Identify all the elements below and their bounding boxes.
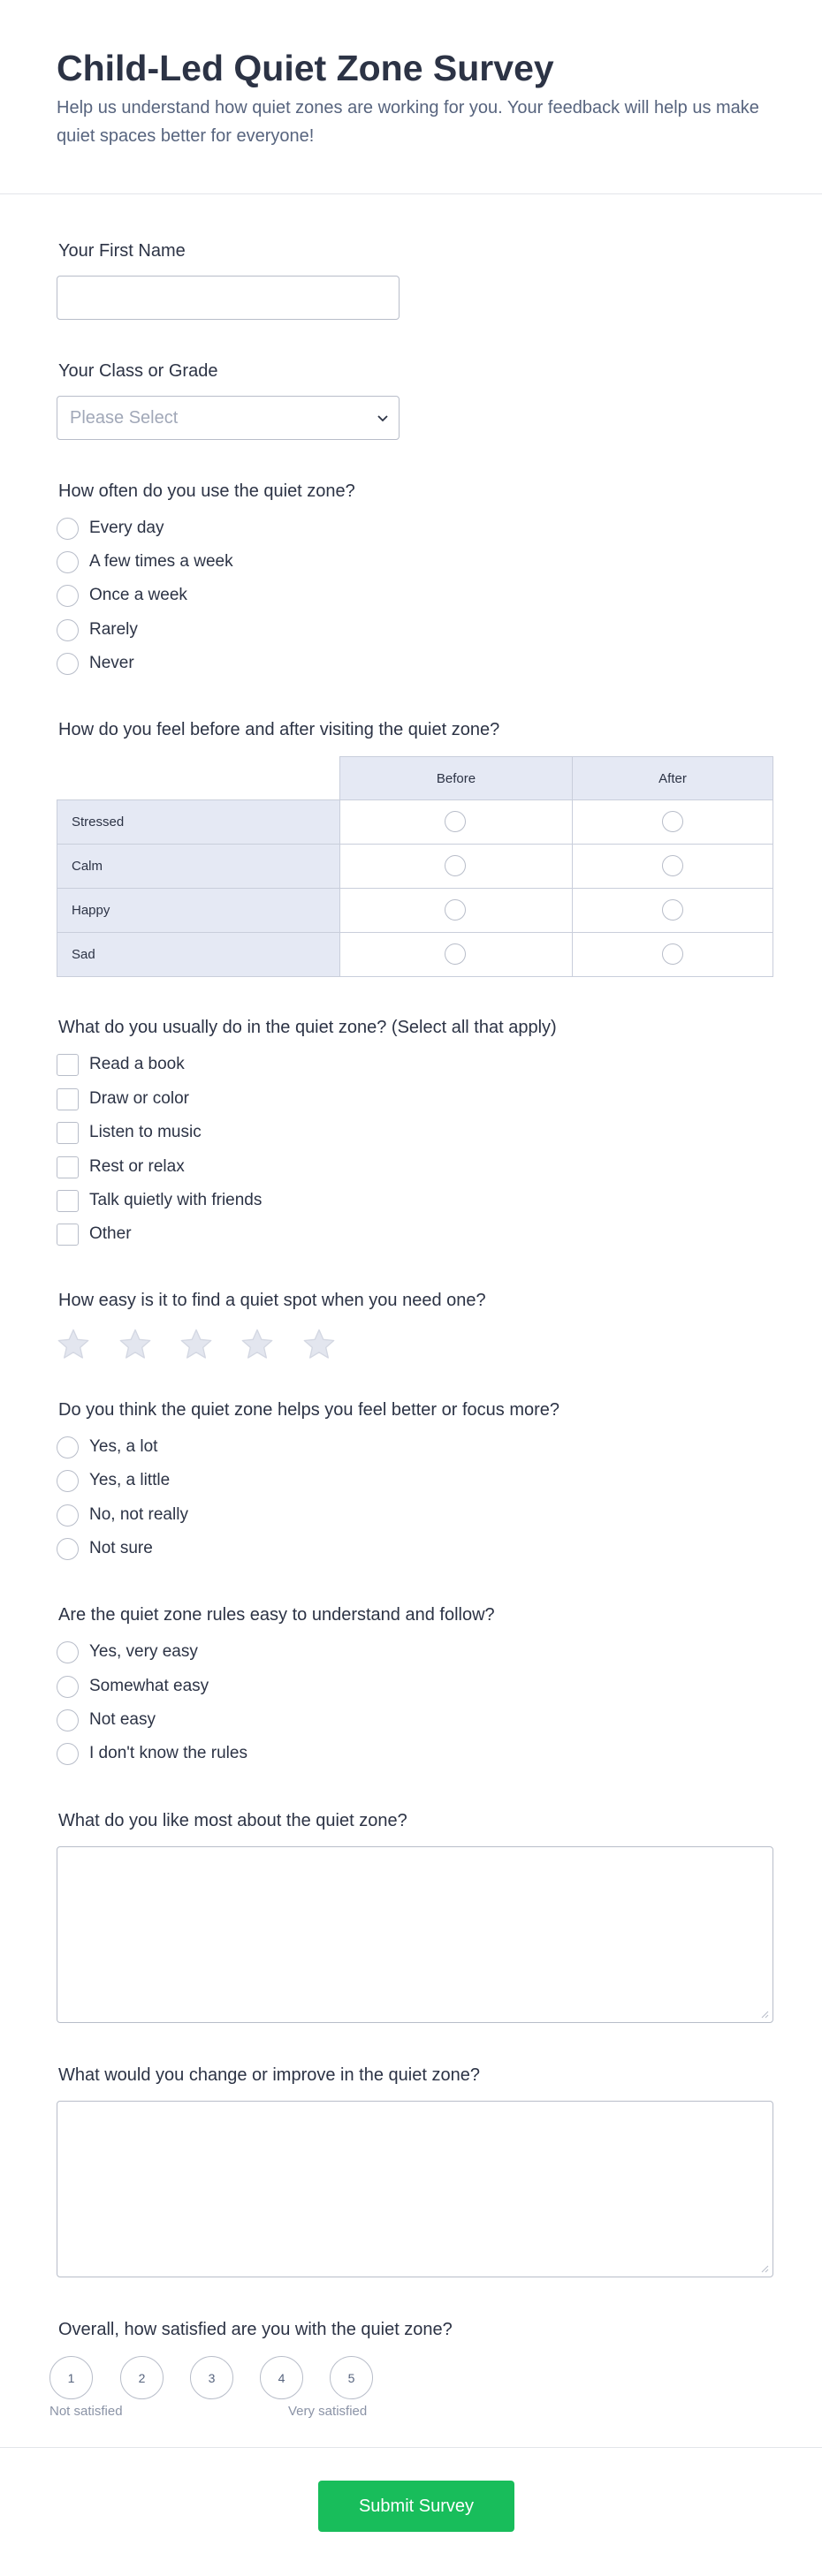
radio-button[interactable] [57,1743,79,1765]
matrix-radio-stressed-after[interactable] [662,811,683,832]
frequency-label: How often do you use the quiet zone? [58,481,355,501]
change-label: What would you change or improve in the quiet zone? [58,2065,480,2085]
feelings-matrix [57,756,773,977]
rules-option[interactable] [57,1708,156,1731]
change-textarea[interactable] [57,2101,773,2277]
radio-button[interactable] [57,1538,79,1560]
radio-button[interactable] [57,1436,79,1458]
activities-label: What do you usually do in the quiet zone? (Select all that apply) [58,1018,557,1037]
helps-option[interactable] [57,1537,153,1560]
helps-option[interactable] [57,1504,188,1527]
matrix-radio-sad-after[interactable] [662,943,683,965]
option-label: Other [89,1224,132,1243]
class-select-placeholder: Please Select [70,408,179,428]
option-label: Never [89,654,134,672]
rules-option[interactable] [57,1742,247,1765]
class-label: Your Class or Grade [58,361,218,381]
chevron-down-icon [376,411,390,425]
star-icon[interactable] [239,1327,276,1362]
helps-option[interactable] [57,1436,157,1458]
option-label: Once a week [89,586,187,604]
star-icon[interactable] [301,1327,338,1362]
frequency-option[interactable] [57,652,134,675]
scale-min-caption: Not satisfied [49,2404,123,2419]
matrix-radio-stressed-before[interactable] [445,811,466,832]
like-label: What do you like most about the quiet zone? [58,1811,407,1830]
option-label: Rarely [89,620,138,639]
radio-button[interactable] [57,585,79,607]
option-label: Every day [89,519,164,537]
resize-handle-icon[interactable] [760,2264,769,2273]
star-icon[interactable] [55,1327,92,1362]
checkbox[interactable] [57,1088,79,1110]
option-label: Draw or color [89,1089,189,1108]
checkbox[interactable] [57,1190,79,1212]
radio-button[interactable] [57,518,79,540]
header-divider [0,193,822,194]
activity-option[interactable] [57,1189,262,1212]
option-label: Read a book [89,1055,185,1073]
matrix-row-label: Stressed [57,799,340,845]
option-label: Talk quietly with friends [89,1191,263,1209]
satisfaction-label: Overall, how satisfied are you with the quiet zone? [58,2320,453,2339]
footer-divider [0,2447,822,2448]
matrix-header-before: Before [339,756,573,800]
scale-option-3[interactable]: 3 [190,2356,233,2399]
activity-option[interactable] [57,1053,185,1076]
frequency-option[interactable] [57,517,164,540]
helps-label: Do you think the quiet zone helps you feel better or focus more? [58,1400,560,1420]
radio-button[interactable] [57,653,79,675]
like-textarea[interactable] [57,1846,773,2023]
ease-label: How easy is it to find a quiet spot when you need one? [58,1291,486,1310]
option-label: Not easy [89,1710,156,1729]
activity-option[interactable] [57,1223,132,1246]
option-label: Not sure [89,1539,153,1557]
feelings-label: How do you feel before and after visiting the quiet zone? [58,720,500,739]
helps-option[interactable] [57,1469,170,1492]
radio-button[interactable] [57,1676,79,1698]
matrix-header-after: After [572,756,773,800]
matrix-radio-happy-after[interactable] [662,899,683,921]
rules-option[interactable] [57,1640,198,1663]
submit-button[interactable]: Submit Survey [318,2481,514,2532]
matrix-row-label: Calm [57,844,340,889]
rules-label: Are the quiet zone rules easy to understand and follow? [58,1605,495,1625]
scale-option-1[interactable]: 1 [49,2356,93,2399]
frequency-option[interactable] [57,550,233,573]
matrix-radio-happy-before[interactable] [445,899,466,921]
scale-option-5[interactable]: 5 [330,2356,373,2399]
resize-handle-icon[interactable] [760,2010,769,2019]
radio-button[interactable] [57,551,79,573]
scale-option-2[interactable]: 2 [120,2356,164,2399]
page-subtitle: Help us understand how quiet zones are working for you. Your feedback will help us make quiet spaces better for everyone! [57,98,759,146]
rules-option[interactable] [57,1675,209,1698]
option-label: I don't know the rules [89,1744,247,1762]
radio-button[interactable] [57,1470,79,1492]
class-select[interactable] [57,396,400,440]
activity-option[interactable] [57,1087,189,1110]
option-label: Listen to music [89,1123,202,1141]
star-icon[interactable] [178,1327,215,1362]
option-label: No, not really [89,1505,188,1524]
option-label: Yes, a little [89,1471,171,1489]
activity-option[interactable] [57,1155,185,1178]
form-header [57,46,781,150]
matrix-radio-sad-before[interactable] [445,943,466,965]
first-name-input[interactable] [57,276,400,320]
option-label: Rest or relax [89,1157,185,1176]
matrix-row-label: Sad [57,932,340,977]
matrix-radio-calm-after[interactable] [662,855,683,876]
activity-option[interactable] [57,1121,202,1144]
first-name-label: Your First Name [58,241,186,261]
matrix-row-label: Happy [57,888,340,933]
checkbox[interactable] [57,1224,79,1246]
frequency-option[interactable] [57,584,187,607]
radio-button[interactable] [57,1641,79,1663]
matrix-radio-calm-before[interactable] [445,855,466,876]
star-icon[interactable] [117,1327,154,1362]
radio-button[interactable] [57,1504,79,1527]
scale-option-4[interactable]: 4 [260,2356,303,2399]
radio-button[interactable] [57,619,79,641]
option-label: Somewhat easy [89,1677,209,1695]
option-label: Yes, very easy [89,1642,198,1661]
page-title: Child-Led Quiet Zone Survey [57,48,554,88]
option-label: A few times a week [89,552,233,571]
option-label: Yes, a lot [89,1437,158,1456]
checkbox[interactable] [57,1156,79,1178]
checkbox[interactable] [57,1122,79,1144]
scale-max-caption: Very satisfied [288,2404,368,2419]
checkbox[interactable] [57,1054,79,1076]
frequency-option[interactable] [57,618,138,641]
radio-button[interactable] [57,1709,79,1731]
